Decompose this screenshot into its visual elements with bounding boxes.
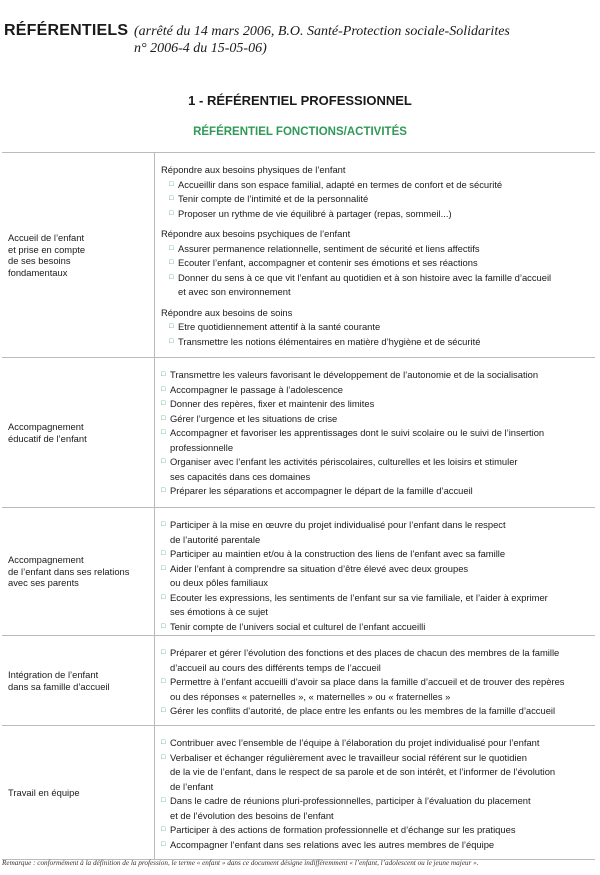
activity-item-line: Aider l’enfant à comprendre sa situation d’être élevé avec deux groupes	[170, 562, 469, 574]
legal-reference	[134, 23, 510, 57]
activity-item	[161, 736, 589, 751]
activity-item-line: de l’autorité parentale	[170, 533, 261, 545]
activity-item-line: Contribuer avec l’ensemble de l’équipe à l’élaboration du projet individualisé pour l’enfant	[170, 737, 540, 748]
activity-item	[161, 620, 589, 635]
bullet-square-icon: □	[161, 753, 166, 761]
bullet-square-icon: □	[169, 195, 174, 202]
function-label	[2, 153, 155, 357]
activity-item-line: Verbaliser et échanger régulièrement avec le travailleur social référent sur le quotidien	[170, 751, 527, 763]
activity-item-line: de la vie de l’enfant, dans le respect de sa parole et de son intérêt, et l’informer de l’évolution	[170, 766, 556, 777]
activity-item	[161, 547, 589, 562]
activity-item-line: Tenir compte de l’intimité et de la personnalité	[178, 193, 369, 204]
activity-item	[161, 838, 589, 853]
activity-item-line: Donner des repères, fixer et maintenir des limites	[170, 398, 375, 409]
activity-item-line: ses capacités dans ces domaines	[170, 470, 311, 482]
activity-item	[161, 335, 589, 350]
activity-item-line: Accompagner et favoriser les apprentissages dont le suivi scolaire ou le suivi de l’insertion	[170, 427, 545, 438]
activity-item	[161, 256, 589, 271]
bullet-square-icon: □	[161, 678, 166, 685]
activity-item-line: Participer au maintien et/ou à la construction des liens de l’enfant avec sa famille	[170, 548, 506, 559]
function-label	[2, 508, 155, 635]
table-row	[2, 358, 595, 508]
activity-item-line: Tenir compte de l’univers social et culturel de l’enfant accueilli	[170, 620, 426, 632]
legal-reference-line-1: (arrêté du 14 mars 2006, B.O. Santé-Protection sociale-Solidarites	[134, 24, 510, 39]
table-row	[2, 153, 595, 358]
bullet-square-icon: □	[161, 429, 166, 436]
bullet-square-icon: □	[169, 273, 174, 281]
activity-item-line: Accompagner le passage à l’adolescence	[170, 383, 344, 395]
activity-item	[161, 426, 589, 455]
subsection-title: RÉFÉRENTIEL FONCTIONS/ACTIVITÉS	[193, 126, 407, 138]
bullet-square-icon: □	[161, 826, 166, 833]
bullet-square-icon: □	[169, 209, 174, 217]
function-label-line: Accueil de l’enfant	[8, 232, 85, 243]
activity-group	[161, 736, 589, 852]
activity-item	[161, 412, 589, 427]
bullet-square-icon: □	[161, 458, 166, 465]
bullet-square-icon: □	[161, 385, 166, 393]
activity-item-line: Participer à des actions de formation professionnelle et d’échange sur les pratiques	[170, 824, 516, 835]
bullet-square-icon: □	[161, 622, 166, 630]
activity-item-line: Assurer permanence relationnelle, sentiment de sécurité et liens affectifs	[178, 242, 480, 254]
activity-item-line: Ecouter les expressions, les sentiments de l’enfant sur sa vie familiale, et l’aider à exprimer	[170, 591, 548, 603]
bullet-square-icon: □	[161, 400, 166, 407]
activity-item	[161, 562, 589, 591]
function-label-line: Intégration de l’enfant	[8, 669, 99, 680]
table-row	[2, 508, 595, 636]
bullet-square-icon: □	[161, 739, 166, 746]
activities-cell	[155, 358, 595, 507]
function-label-line: fondamentaux	[8, 266, 68, 278]
activity-item-line: d’accueil au cours des différents temps de l’accueil	[170, 661, 381, 673]
activity-group-title: Répondre aux besoins physiques de l’enfant	[161, 164, 346, 175]
function-label-line: de ses besoins	[8, 255, 71, 266]
activity-item	[161, 823, 589, 838]
activity-item-line: Etre quotidiennement attentif à la santé courante	[178, 321, 381, 332]
activity-group	[161, 518, 589, 634]
bullet-square-icon: □	[161, 797, 166, 804]
bullet-square-icon: □	[161, 707, 166, 714]
activity-item	[161, 383, 589, 398]
function-label-line: avec ses parents	[8, 577, 79, 589]
activity-item	[161, 704, 589, 719]
activity-item	[161, 484, 589, 499]
activity-group	[161, 163, 589, 221]
function-label-line: de l’enfant dans ses relations	[8, 565, 130, 577]
activity-item-line: et avec son environnement	[178, 286, 291, 297]
activity-group	[161, 646, 589, 719]
activity-group	[161, 227, 589, 300]
bullet-square-icon: □	[161, 487, 166, 494]
activity-item	[161, 207, 589, 222]
bullet-square-icon: □	[169, 244, 174, 252]
activity-item-line: Donner du sens à ce que vit l’enfant au quotidien et à son histoire avec la famille d’accueil	[178, 271, 552, 283]
activity-group	[161, 368, 589, 499]
function-label-line: Travail en équipe	[8, 786, 80, 798]
activities-cell	[155, 508, 595, 635]
activity-group	[161, 306, 589, 350]
function-label-line: éducatif de l’enfant	[8, 432, 87, 444]
bullet-square-icon: □	[161, 649, 166, 656]
bullet-square-icon: □	[161, 414, 166, 422]
activity-item	[161, 646, 589, 675]
activity-item	[161, 591, 589, 620]
activity-item	[161, 192, 589, 207]
function-label-line: dans sa famille d’accueil	[8, 680, 110, 692]
activity-item-line: Dans le cadre de réunions pluri-professionnelles, participer à l’évaluation du placement	[170, 795, 531, 806]
bullet-square-icon: □	[161, 521, 166, 528]
document-title: RÉFÉRENTIELS	[4, 22, 129, 39]
activity-item	[161, 178, 589, 193]
table-row	[2, 636, 595, 726]
activity-item	[161, 242, 589, 257]
legal-reference-line-2: n° 2006-4 du 15-05-06)	[134, 41, 267, 56]
activity-item	[161, 751, 589, 795]
activity-item-line: Transmettre les notions élémentaires en matière d’hygiène et de sécurité	[178, 335, 481, 347]
function-label	[2, 726, 155, 859]
activity-item-line: ou deux pôles familiaux	[170, 577, 268, 588]
activity-item	[161, 397, 589, 412]
activity-item-line: Gérer l’urgence et les situations de crise	[170, 412, 338, 424]
activity-item	[161, 518, 589, 547]
activity-item-line: Proposer un rythme de vie équilibré à partager (repas, sommeil...)	[178, 207, 452, 219]
activity-item-line: Transmettre les valeurs favorisant le développement de l’autonomie et de la socialisation	[170, 369, 539, 380]
function-label-line: et prise en compte	[8, 243, 86, 255]
activity-item	[161, 271, 589, 300]
bullet-square-icon: □	[161, 550, 166, 557]
bullet-square-icon: □	[169, 180, 174, 188]
activity-group-title: Répondre aux besoins psychiques de l’enfant	[161, 228, 351, 239]
function-label	[2, 358, 155, 507]
section-title: 1 - RÉFÉRENTIEL PROFESSIONNEL	[188, 93, 412, 108]
activity-item	[161, 794, 589, 823]
activity-item-line: de l’enfant	[170, 780, 214, 792]
activity-group-title: Répondre aux besoins de soins	[161, 306, 293, 318]
function-label	[2, 636, 155, 725]
activity-item-line: Organiser avec l’enfant les activités périscolaires, culturelles et les loisirs et stimuler	[170, 456, 518, 467]
activity-item	[161, 455, 589, 484]
table-row	[2, 726, 595, 860]
activity-item-line: Participer à la mise en œuvre du projet individualisé pour l’enfant dans le respect	[170, 519, 506, 530]
activity-item-line: Gérer les conflits d’autorité, de place entre les enfants ou les membres de la famille d’accueil	[170, 705, 556, 716]
bullet-square-icon: □	[161, 564, 166, 572]
activities-cell	[155, 153, 595, 357]
bullet-square-icon: □	[169, 259, 174, 266]
activity-item-line: ses émotions à ce sujet	[170, 606, 268, 617]
bullet-square-icon: □	[161, 371, 166, 378]
function-label-line: Accompagnement	[8, 554, 84, 566]
bullet-square-icon: □	[169, 337, 174, 345]
activity-item-line: Accueillir dans son espace familial, adapté en termes de confort et de sécurité	[178, 178, 503, 190]
activity-item	[161, 368, 589, 383]
activity-item-line: Accompagner l’enfant dans ses relations avec les autres membres de l’équipe	[170, 838, 495, 850]
activities-cell	[155, 726, 595, 859]
bullet-square-icon: □	[169, 323, 174, 330]
activity-item	[161, 675, 589, 704]
footnote-remark: Remarque : conformément à la définition de la profession, le terme « enfant » dans ce document désigne indifféremment « l’enfant, l’adolescent ou le jeune majeur ».	[2, 859, 479, 867]
bullet-square-icon: □	[161, 593, 166, 601]
activity-item-line: Préparer et gérer l’évolution des fonctions et des places de chacun des membres de la famille	[170, 647, 560, 658]
activity-item-line: Préparer les séparations et accompagner le départ de la famille d’accueil	[170, 485, 473, 496]
activities-cell	[155, 636, 595, 725]
activity-item	[161, 320, 589, 335]
activity-item-line: Ecouter l’enfant, accompagner et contenir ses émotions et ses réactions	[178, 257, 478, 268]
function-label-line: Accompagnement	[8, 421, 84, 432]
bullet-square-icon: □	[161, 840, 166, 848]
activity-item-line: ou des réponses « paternelles », « maternelles » ou « fraternelles »	[170, 690, 451, 702]
referential-table	[2, 152, 595, 860]
activity-item-line: professionnelle	[170, 441, 234, 453]
activity-item-line: Permettre à l’enfant accueilli d’avoir sa place dans la famille d’accueil et de trouver des repères	[170, 676, 565, 687]
activity-item-line: et de l’évolution des besoins de l’enfant	[170, 809, 334, 821]
